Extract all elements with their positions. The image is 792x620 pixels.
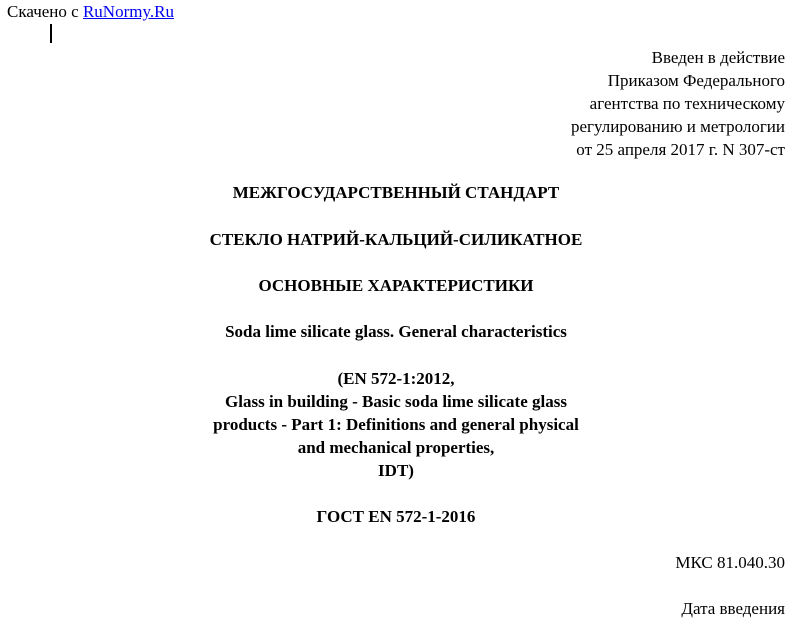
enactment-line: Приказом Федерального <box>607 71 785 90</box>
equivalence-line: products - Part 1: Definitions and general physical <box>213 415 579 434</box>
enactment-line: агентства по техническому <box>589 94 785 113</box>
standard-type-text: МЕЖГОСУДАРСТВЕННЫЙ СТАНДАРТ <box>232 183 560 202</box>
source-link[interactable]: RuNormy.Ru <box>82 2 174 21</box>
equivalence-line: and mechanical properties, <box>297 438 495 457</box>
equivalence-line: IDT) <box>378 461 414 480</box>
mks-code: МКС 81.040.30 <box>675 553 785 572</box>
enactment-line: регулированию и метрологии <box>570 117 785 136</box>
standard-designation <box>0 505 792 528</box>
equivalence-block <box>0 367 792 482</box>
equivalence-line: (EN 572-1:2012, <box>337 369 455 388</box>
english-title <box>0 320 792 343</box>
enactment-block <box>571 46 785 161</box>
standard-subtitle-text: ОСНОВНЫЕ ХАРАКТЕРИСТИКИ <box>258 276 534 295</box>
equivalence-line: Glass in building - Basic soda lime silicate glass <box>225 392 567 411</box>
source-prefix: Скачено с <box>7 2 83 21</box>
text-cursor <box>50 24 52 43</box>
standard-subtitle <box>0 274 792 297</box>
enactment-line: Введен в действие <box>651 48 785 67</box>
standard-title <box>0 228 792 251</box>
standard-designation-text: ГОСТ EN 572-1-2016 <box>316 507 476 526</box>
standard-type <box>0 181 792 204</box>
source-line <box>7 2 174 22</box>
english-title-text: Soda lime silicate glass. General characteristics <box>225 322 567 341</box>
introduction-date-label: Дата введения <box>681 599 785 618</box>
enactment-line: от 25 апреля 2017 г. N 307-ст <box>576 140 785 159</box>
standard-title-text: СТЕКЛО НАТРИЙ-КАЛЬЦИЙ-СИЛИКАТНОЕ <box>209 230 583 249</box>
